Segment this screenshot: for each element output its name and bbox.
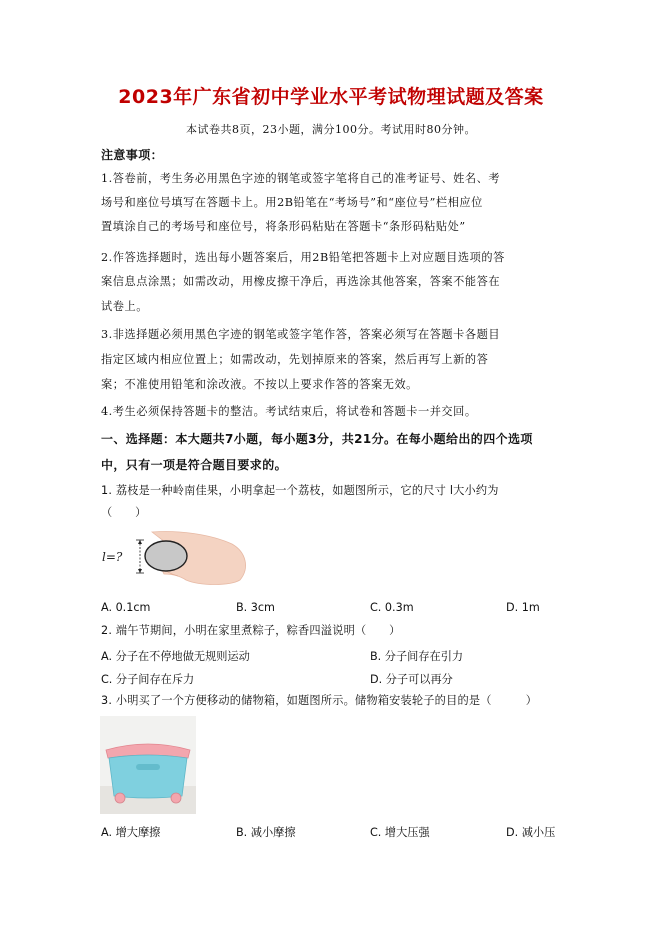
q1-option-d: D. 1m <box>506 601 540 614</box>
lychee-shape <box>145 541 187 571</box>
question-1-paren: （ ） <box>101 506 147 519</box>
q2-option-c: C. 分子间存在斥力 <box>101 673 195 686</box>
storage-box-figure <box>100 716 196 814</box>
notice-heading: 注意事项： <box>101 148 164 162</box>
notice-line: 案；不准使用铅笔和涂改液。不按以上要求作答的答案无效。 <box>101 378 418 391</box>
exam-subtitle: 本试卷共8页，23小题，满分100分。考试用时80分钟。 <box>186 123 476 136</box>
exam-title: 2023年广东省初中学业水平考试物理试题及答案 <box>118 86 544 108</box>
lychee-hand-illustration <box>100 528 250 586</box>
notice-line: 2.作答选择题时，选出每小题答案后，用2B铅笔把答题卡上对应题目选项的答 <box>101 251 505 264</box>
q2-option-d: D. 分子可以再分 <box>370 673 453 686</box>
dimension-label: l=? <box>102 550 123 564</box>
wheel <box>171 793 181 803</box>
storage-box-photo <box>100 716 196 814</box>
notice-line: 置填涂自己的考场号和座位号，将条形码粘贴在答题卡“条形码粘贴处” <box>101 220 466 233</box>
notice-line: 试卷上。 <box>101 300 148 313</box>
notice-line: 4.考生必须保持答题卡的整洁。考试结束后，将试卷和答题卡一并交回。 <box>101 405 477 418</box>
notice-line: 3.非选择题必须用黑色字迹的钢笔或签字笔作答，答案必须写在答题卡各题目 <box>101 328 501 341</box>
q3-option-c: C. 增大压强 <box>370 826 430 839</box>
question-1-stem: 1. 荔枝是一种岭南佳果，小明拿起一个荔枝，如题图所示，它的尺寸 l大小约为 <box>101 484 499 497</box>
q1-option-a: A. 0.1cm <box>101 601 151 614</box>
q1-option-b: B. 3cm <box>236 601 275 614</box>
notice-line: 指定区域内相应位置上；如需改动，先划掉原来的答案，然后再写上新的答 <box>101 353 489 366</box>
q2-option-a: A. 分子在不停地做无规则运动 <box>101 650 250 663</box>
q3-option-d: D. 减小压 <box>506 826 556 839</box>
q1-option-c: C. 0.3m <box>370 601 414 614</box>
section-heading-line: 中，只有一项是符合题目要求的。 <box>101 458 288 472</box>
lychee-figure <box>100 528 250 586</box>
q3-option-a: A. 增大摩擦 <box>101 826 161 839</box>
box-body <box>109 755 187 798</box>
section-heading-line: 一、选择题：本大题共7小题，每小题3分，共21分。在每小题给出的四个选项 <box>101 432 533 446</box>
q2-option-b: B. 分子间存在引力 <box>370 650 464 663</box>
wheel <box>115 793 125 803</box>
notice-line: 场号和座位号填写在答题卡上。用2B铅笔在“考场号”和“座位号”栏相应位 <box>101 196 483 209</box>
question-2-stem: 2. 端午节期间，小明在家里煮粽子，粽香四溢说明（ ） <box>101 624 401 637</box>
question-3-stem: 3. 小明买了一个方便移动的储物箱，如题图所示。储物箱安装轮子的目的是（ ） <box>101 694 538 707</box>
q3-option-b: B. 减小摩擦 <box>236 826 296 839</box>
notice-line: 案信息点涂黑；如需改动，用橡皮擦干净后，再选涂其他答案，答案不能答在 <box>101 275 501 288</box>
notice-line: 1.答卷前，考生务必用黑色字迹的钢笔或签字笔将自己的准考证号、姓名、考 <box>101 172 501 185</box>
